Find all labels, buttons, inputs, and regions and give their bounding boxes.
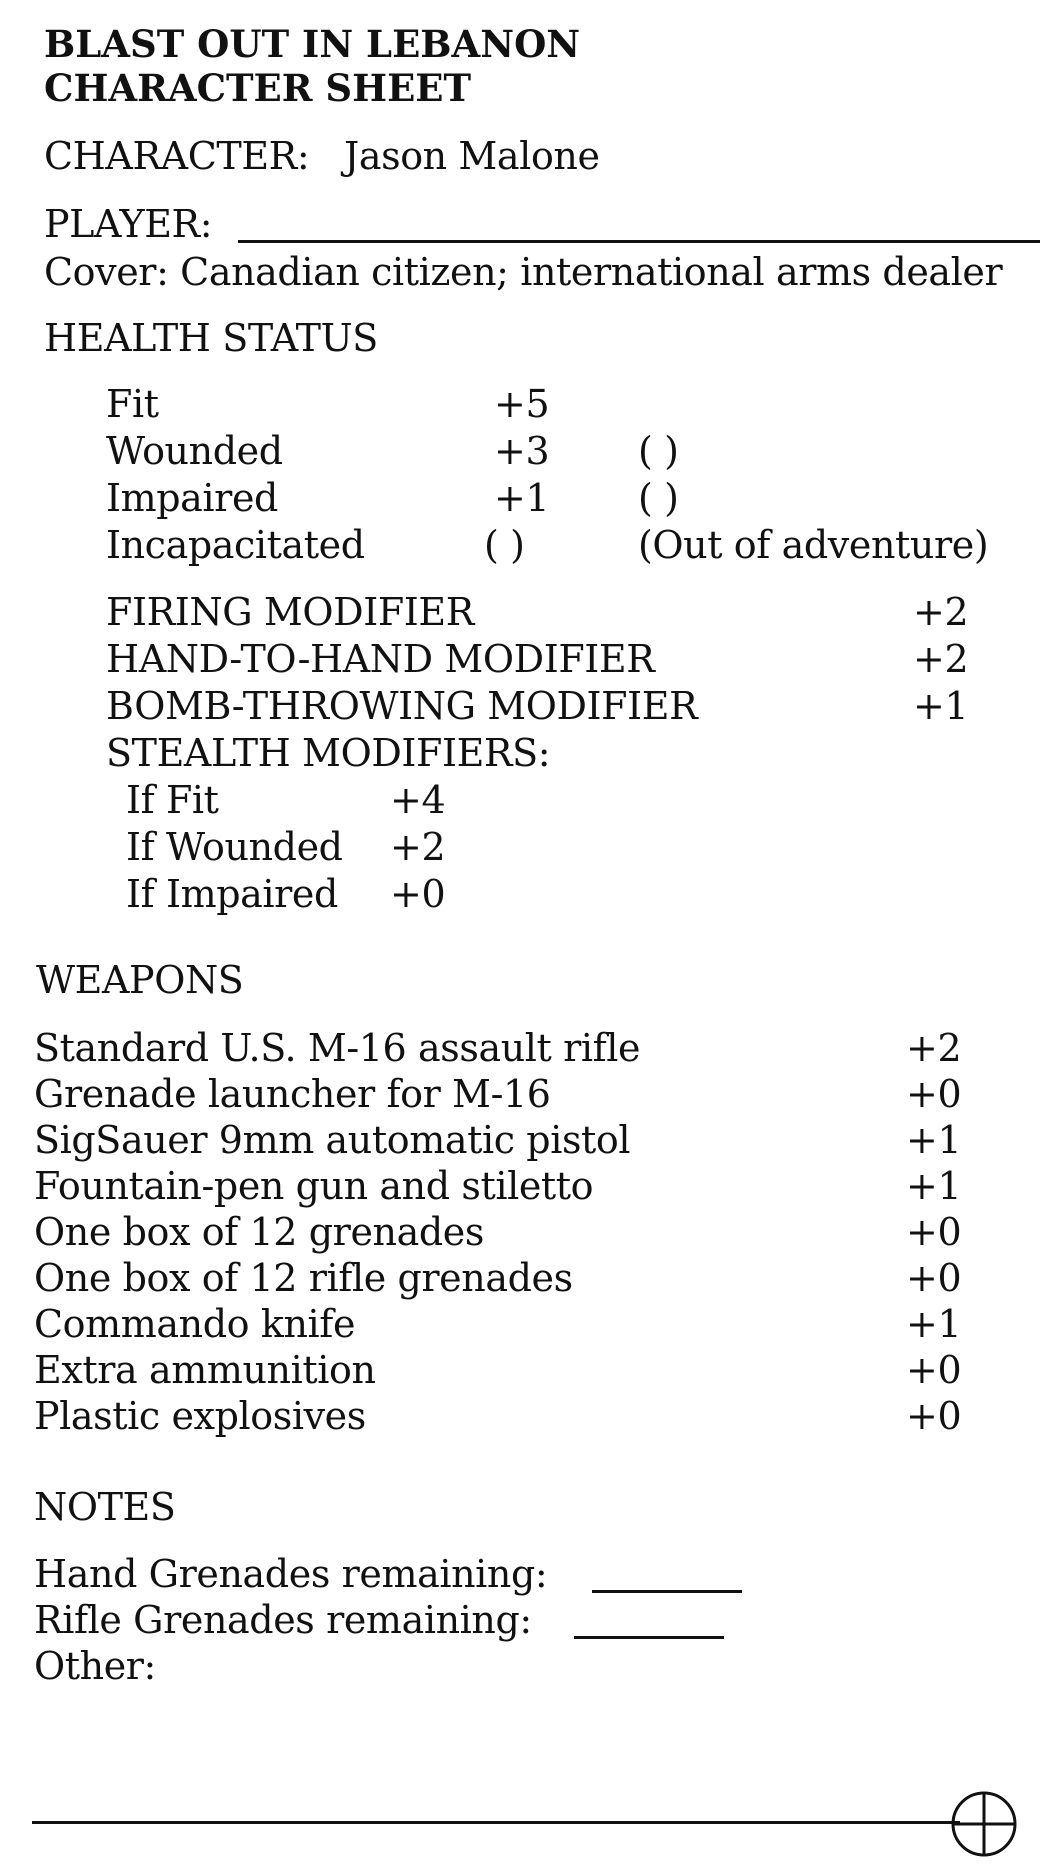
health-value-impaired: +1 [494, 476, 550, 520]
health-checkbox-incapacitated[interactable]: ( ) [484, 523, 525, 567]
stealth-if-fit-value: +4 [390, 778, 446, 822]
weapon-name: One box of 12 grenades [34, 1210, 484, 1254]
weapon-modifier: +0 [906, 1394, 962, 1438]
stealth-if-wounded-value: +2 [390, 825, 446, 869]
health-checkbox-impaired[interactable]: ( ) [638, 476, 679, 520]
weapon-modifier: +1 [906, 1118, 962, 1162]
modifier-firing-value: +2 [913, 590, 969, 634]
weapon-modifier: +0 [906, 1256, 962, 1300]
weapon-name: Commando knife [34, 1302, 356, 1346]
weapon-modifier: +1 [906, 1302, 962, 1346]
other-notes-label: Other: [34, 1644, 156, 1688]
modifier-bomb-throwing-value: +1 [913, 684, 969, 728]
player-label: PLAYER: [44, 202, 213, 246]
weapon-name: Grenade launcher for M-16 [34, 1072, 551, 1116]
sheet-title-line2: CHARACTER SHEET [44, 66, 471, 110]
health-status-impaired: Impaired [106, 476, 278, 520]
weapon-modifier: +0 [906, 1210, 962, 1254]
hand-grenades-label: Hand Grenades remaining: [34, 1552, 548, 1596]
health-note-incapacitated: (Out of adventure) [638, 523, 989, 567]
rifle-grenades-label: Rifle Grenades remaining: [34, 1598, 532, 1642]
health-value-wounded: +3 [494, 429, 550, 473]
weapon-name: Plastic explosives [34, 1394, 366, 1438]
health-checkbox-wounded[interactable]: ( ) [638, 429, 679, 473]
crosshair-circle-icon [950, 1790, 1018, 1858]
weapon-name: SigSauer 9mm automatic pistol [34, 1118, 631, 1162]
modifier-hand-to-hand-label: HAND-TO-HAND MODIFIER [106, 637, 655, 681]
stealth-modifiers-heading: STEALTH MODIFIERS: [106, 731, 551, 775]
stealth-if-impaired-label: If Impaired [126, 872, 338, 916]
hand-grenades-blank-line[interactable] [592, 1590, 742, 1593]
modifier-hand-to-hand-value: +2 [913, 637, 969, 681]
health-status-fit: Fit [106, 382, 159, 426]
weapons-heading: WEAPONS [36, 958, 244, 1002]
weapon-modifier: +0 [906, 1348, 962, 1392]
weapon-modifier: +2 [906, 1026, 962, 1070]
stealth-if-fit-label: If Fit [126, 778, 219, 822]
weapon-name: Fountain-pen gun and stiletto [34, 1164, 594, 1208]
weapon-name: One box of 12 rifle grenades [34, 1256, 573, 1300]
health-value-fit: +5 [494, 382, 550, 426]
notes-heading: NOTES [34, 1485, 176, 1529]
cover-text: Cover: Canadian citizen; international arms dealer [44, 250, 1003, 294]
sheet-title-line1: BLAST OUT IN LEBANON [44, 22, 581, 66]
modifier-firing-label: FIRING MODIFIER [106, 590, 474, 634]
modifier-bomb-throwing-label: BOMB-THROWING MODIFIER [106, 684, 698, 728]
health-status-heading: HEALTH STATUS [44, 316, 378, 360]
health-status-incapacitated: Incapacitated [106, 523, 365, 567]
bottom-rule [32, 1821, 960, 1824]
stealth-if-wounded-label: If Wounded [126, 825, 343, 869]
stealth-if-impaired-value: +0 [390, 872, 446, 916]
weapon-modifier: +0 [906, 1072, 962, 1116]
character-name: Jason Malone [344, 134, 600, 178]
health-status-wounded: Wounded [106, 429, 283, 473]
weapon-modifier: +1 [906, 1164, 962, 1208]
weapon-name: Extra ammunition [34, 1348, 376, 1392]
player-blank-line[interactable] [238, 240, 1040, 243]
rifle-grenades-blank-line[interactable] [574, 1636, 724, 1639]
character-label: CHARACTER: [44, 134, 310, 178]
weapon-name: Standard U.S. M-16 assault rifle [34, 1026, 641, 1070]
